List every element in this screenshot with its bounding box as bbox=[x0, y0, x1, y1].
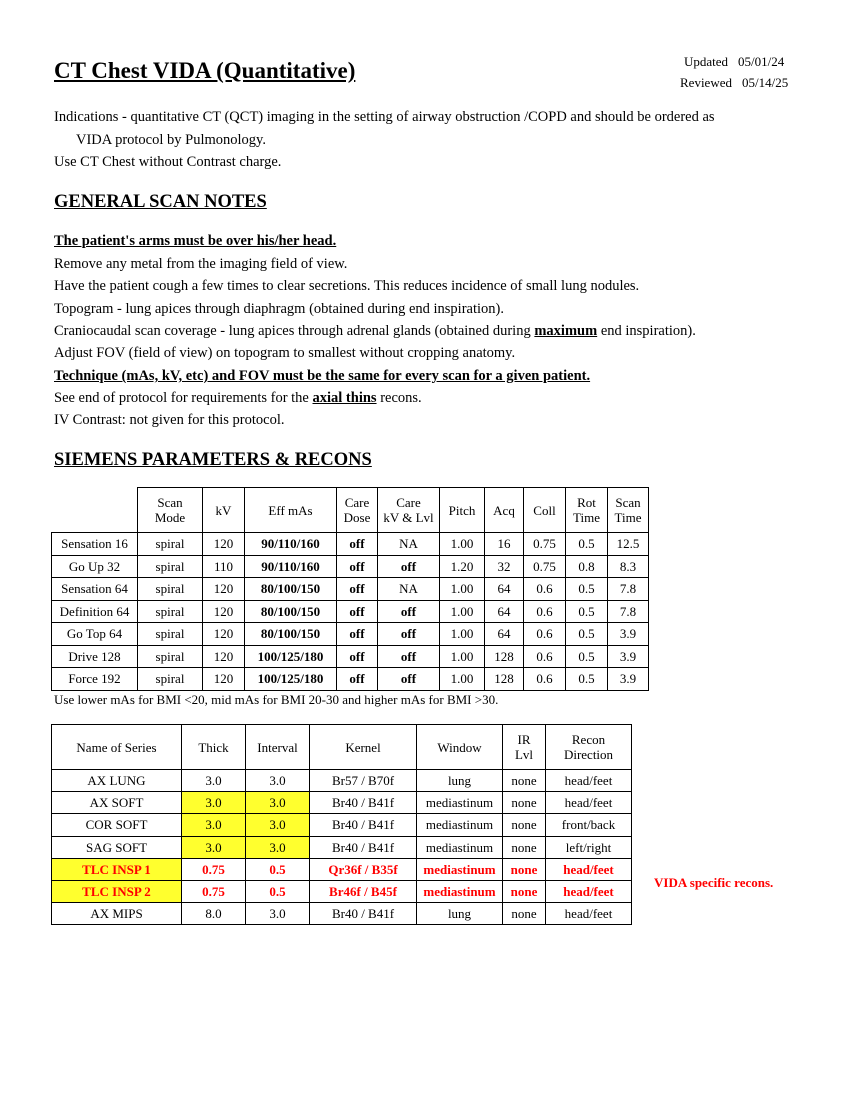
cell-ir: none bbox=[503, 792, 546, 814]
cell-rot: 0.5 bbox=[566, 645, 608, 668]
cell-coll: 0.6 bbox=[524, 600, 566, 623]
scanner-name: Sensation 64 bbox=[52, 578, 138, 601]
cell-mas: 100/125/180 bbox=[245, 668, 337, 691]
col-window: Window bbox=[417, 725, 503, 770]
cell-pitch: 1.00 bbox=[440, 578, 485, 601]
cell-coll: 0.75 bbox=[524, 533, 566, 556]
cell-kv: 120 bbox=[203, 533, 245, 556]
cell-direction: head/feet bbox=[546, 903, 632, 925]
cell-mas: 80/100/150 bbox=[245, 600, 337, 623]
table-row bbox=[52, 668, 649, 691]
series-name: AX SOFT bbox=[52, 792, 182, 814]
table-header-row bbox=[52, 488, 649, 533]
cell-direction: head/feet bbox=[546, 770, 632, 792]
cell-care-dose: off bbox=[337, 668, 378, 691]
series-name: SAG SOFT bbox=[52, 836, 182, 858]
col-interval: Interval bbox=[246, 725, 310, 770]
cell-interval: 3.0 bbox=[246, 792, 310, 814]
vida-specific-note: VIDA specific recons. bbox=[654, 875, 774, 890]
cell-acq: 16 bbox=[485, 533, 524, 556]
siemens-heading: SIEMENS PARAMETERS & RECONS bbox=[54, 450, 372, 470]
axial-text-a: See end of protocol for requirements for the bbox=[54, 390, 313, 406]
metal-note: Remove any metal from the imaging field of view. bbox=[54, 256, 348, 272]
table-row-vida bbox=[52, 858, 632, 880]
col-scan-time: Scan Time bbox=[608, 488, 649, 533]
cell-mas: 100/125/180 bbox=[245, 645, 337, 668]
scanner-name: Definition 64 bbox=[52, 600, 138, 623]
cell-kv: 120 bbox=[203, 578, 245, 601]
cell-window: mediastinum bbox=[417, 836, 503, 858]
cell-direction: front/back bbox=[546, 814, 632, 836]
cell-pitch: 1.00 bbox=[440, 668, 485, 691]
cell-ir: none bbox=[503, 814, 546, 836]
siemens-parameters-table bbox=[51, 487, 649, 691]
table-row bbox=[52, 578, 649, 601]
cell-care-kv: off bbox=[378, 623, 440, 646]
updated-date: 05/01/24 bbox=[738, 54, 785, 69]
col-coll: Coll bbox=[524, 488, 566, 533]
cell-mas: 80/100/150 bbox=[245, 623, 337, 646]
table-row bbox=[52, 814, 632, 836]
col-ir-lvl: IR Lvl bbox=[503, 725, 546, 770]
table-row bbox=[52, 600, 649, 623]
col-eff-mas: Eff mAs bbox=[245, 488, 337, 533]
cell-kernel: Br57 / B70f bbox=[310, 770, 417, 792]
recons-header-row bbox=[52, 725, 632, 770]
cell-pitch: 1.00 bbox=[440, 533, 485, 556]
scanner-name: Go Top 64 bbox=[52, 623, 138, 646]
col-care-kv: Care kV & Lvl bbox=[378, 488, 440, 533]
scanner-name: Force 192 bbox=[52, 668, 138, 691]
cell-coll: 0.6 bbox=[524, 578, 566, 601]
cell-pitch: 1.00 bbox=[440, 645, 485, 668]
table-row-vida bbox=[52, 880, 632, 902]
coverage-emphasis: maximum bbox=[534, 323, 598, 339]
col-care-dose: Care Dose bbox=[337, 488, 378, 533]
cell-acq: 128 bbox=[485, 668, 524, 691]
indications-line: Indications - quantitative CT (QCT) imaging in the setting of airway obstruction /COPD and should be ordered as bbox=[54, 109, 715, 125]
coverage-text-a: Craniocaudal scan coverage - lung apices through adrenal glands (obtained during bbox=[54, 323, 535, 339]
cell-thick: 8.0 bbox=[182, 903, 246, 925]
cell-rot: 0.5 bbox=[566, 623, 608, 646]
cell-window: lung bbox=[417, 903, 503, 925]
series-name: AX LUNG bbox=[52, 770, 182, 792]
scanner-name: Go Up 32 bbox=[52, 555, 138, 578]
cell-interval: 3.0 bbox=[246, 814, 310, 836]
recons-table bbox=[51, 724, 632, 925]
cell-coll: 0.6 bbox=[524, 668, 566, 691]
cell-care-kv: off bbox=[378, 555, 440, 578]
table-row bbox=[52, 903, 632, 925]
cell-care-dose: off bbox=[337, 623, 378, 646]
table-row bbox=[52, 645, 649, 668]
header-blank-cell bbox=[52, 488, 138, 533]
cell-kv: 120 bbox=[203, 645, 245, 668]
cell-acq: 64 bbox=[485, 600, 524, 623]
col-thick: Thick bbox=[182, 725, 246, 770]
col-acq: Acq bbox=[485, 488, 524, 533]
cell-kernel: Br40 / B41f bbox=[310, 814, 417, 836]
cell-care-kv: NA bbox=[378, 578, 440, 601]
cell-care-kv: off bbox=[378, 645, 440, 668]
cell-time: 3.9 bbox=[608, 668, 649, 691]
col-series-name: Name of Series bbox=[52, 725, 182, 770]
cell-mas: 80/100/150 bbox=[245, 578, 337, 601]
cell-pitch: 1.20 bbox=[440, 555, 485, 578]
series-name: TLC INSP 2 bbox=[52, 880, 182, 902]
cell-window: mediastinum bbox=[417, 814, 503, 836]
cell-mode: spiral bbox=[138, 555, 203, 578]
cell-care-kv: off bbox=[378, 600, 440, 623]
cell-kernel: Br40 / B41f bbox=[310, 792, 417, 814]
cell-thick: 3.0 bbox=[182, 836, 246, 858]
cell-kernel: Br46f / B45f bbox=[310, 880, 417, 902]
reviewed-line bbox=[680, 75, 788, 91]
coverage-text-b: end inspiration). bbox=[597, 323, 696, 339]
cell-coll: 0.75 bbox=[524, 555, 566, 578]
coverage-note bbox=[54, 323, 696, 340]
table-row bbox=[52, 770, 632, 792]
cough-note: Have the patient cough a few times to clear secretions. This reduces incidence of small lung nodules. bbox=[54, 278, 640, 294]
cell-kernel: Br40 / B41f bbox=[310, 836, 417, 858]
page-title: CT Chest VIDA (Quantitative) bbox=[54, 58, 356, 83]
cell-thick: 3.0 bbox=[182, 770, 246, 792]
series-name: AX MIPS bbox=[52, 903, 182, 925]
reviewed-label: Reviewed bbox=[680, 75, 732, 90]
cell-time: 7.8 bbox=[608, 578, 649, 601]
col-kernel: Kernel bbox=[310, 725, 417, 770]
cell-mode: spiral bbox=[138, 623, 203, 646]
cell-care-dose: off bbox=[337, 533, 378, 556]
cell-direction: head/feet bbox=[546, 880, 632, 902]
cell-ir: none bbox=[503, 836, 546, 858]
cell-thick: 0.75 bbox=[182, 880, 246, 902]
technique-note: Technique (mAs, kV, etc) and FOV must be the same for every scan for a given patient. bbox=[54, 368, 591, 384]
table-row bbox=[52, 533, 649, 556]
cell-pitch: 1.00 bbox=[440, 623, 485, 646]
cell-window: mediastinum bbox=[417, 792, 503, 814]
cell-ir: none bbox=[503, 858, 546, 880]
general-heading: GENERAL SCAN NOTES bbox=[54, 192, 267, 212]
col-recon-direction: Recon Direction bbox=[546, 725, 632, 770]
cell-coll: 0.6 bbox=[524, 645, 566, 668]
scanner-name: Drive 128 bbox=[52, 645, 138, 668]
table-row bbox=[52, 623, 649, 646]
axial-thins-note bbox=[54, 390, 422, 407]
charge-line: Use CT Chest without Contrast charge. bbox=[54, 154, 282, 170]
table-row bbox=[52, 792, 632, 814]
scanner-name: Sensation 16 bbox=[52, 533, 138, 556]
cell-mas: 90/110/160 bbox=[245, 533, 337, 556]
cell-care-dose: off bbox=[337, 645, 378, 668]
cell-mode: spiral bbox=[138, 668, 203, 691]
cell-rot: 0.5 bbox=[566, 668, 608, 691]
cell-care-dose: off bbox=[337, 600, 378, 623]
table-row bbox=[52, 836, 632, 858]
cell-ir: none bbox=[503, 770, 546, 792]
bmi-note: Use lower mAs for BMI <20, mid mAs for BMI 20-30 and higher mAs for BMI >30. bbox=[54, 692, 499, 707]
col-rot-time: Rot Time bbox=[566, 488, 608, 533]
cell-interval: 3.0 bbox=[246, 903, 310, 925]
cell-time: 12.5 bbox=[608, 533, 649, 556]
axial-emphasis: axial thins bbox=[312, 390, 377, 406]
table-row bbox=[52, 555, 649, 578]
cell-mode: spiral bbox=[138, 645, 203, 668]
col-scan-mode: Scan Mode bbox=[138, 488, 203, 533]
updated-label: Updated bbox=[684, 54, 729, 69]
cell-rot: 0.8 bbox=[566, 555, 608, 578]
cell-interval: 3.0 bbox=[246, 836, 310, 858]
series-name: TLC INSP 1 bbox=[52, 858, 182, 880]
cell-pitch: 1.00 bbox=[440, 600, 485, 623]
cell-care-dose: off bbox=[337, 578, 378, 601]
cell-time: 3.9 bbox=[608, 645, 649, 668]
cell-kv: 120 bbox=[203, 668, 245, 691]
cell-time: 3.9 bbox=[608, 623, 649, 646]
cell-kv: 120 bbox=[203, 600, 245, 623]
reviewed-date: 05/14/25 bbox=[741, 75, 789, 90]
cell-direction: left/right bbox=[546, 836, 632, 858]
cell-acq: 32 bbox=[485, 555, 524, 578]
cell-rot: 0.5 bbox=[566, 578, 608, 601]
cell-coll: 0.6 bbox=[524, 623, 566, 646]
cell-kernel: Qr36f / B35f bbox=[310, 858, 417, 880]
cell-ir: none bbox=[503, 880, 546, 902]
cell-rot: 0.5 bbox=[566, 533, 608, 556]
col-pitch: Pitch bbox=[440, 488, 485, 533]
cell-kv: 110 bbox=[203, 555, 245, 578]
updated-line bbox=[684, 54, 784, 70]
axial-text-b: recons. bbox=[376, 390, 422, 406]
cell-mas: 90/110/160 bbox=[245, 555, 337, 578]
topogram-note: Topogram - lung apices through diaphragm (obtained during end inspiration). bbox=[54, 301, 504, 317]
cell-thick: 3.0 bbox=[182, 792, 246, 814]
cell-window: mediastinum bbox=[417, 858, 503, 880]
cell-acq: 64 bbox=[485, 623, 524, 646]
cell-acq: 64 bbox=[485, 578, 524, 601]
cell-care-kv: NA bbox=[378, 533, 440, 556]
cell-time: 8.3 bbox=[608, 555, 649, 578]
cell-mode: spiral bbox=[138, 600, 203, 623]
cell-thick: 3.0 bbox=[182, 814, 246, 836]
col-kv: kV bbox=[203, 488, 245, 533]
fov-note: Adjust FOV (field of view) on topogram to smallest without cropping anatomy. bbox=[54, 345, 516, 361]
cell-care-kv: off bbox=[378, 668, 440, 691]
cell-direction: head/feet bbox=[546, 858, 632, 880]
iv-contrast-note: IV Contrast: not given for this protocol. bbox=[54, 412, 285, 428]
cell-interval: 0.5 bbox=[246, 880, 310, 902]
cell-kernel: Br40 / B41f bbox=[310, 903, 417, 925]
cell-mode: spiral bbox=[138, 578, 203, 601]
cell-thick: 0.75 bbox=[182, 858, 246, 880]
cell-interval: 0.5 bbox=[246, 858, 310, 880]
cell-acq: 128 bbox=[485, 645, 524, 668]
cell-ir: none bbox=[503, 903, 546, 925]
arms-note: The patient's arms must be over his/her head. bbox=[54, 233, 337, 249]
series-name: COR SOFT bbox=[52, 814, 182, 836]
cell-window: lung bbox=[417, 770, 503, 792]
cell-rot: 0.5 bbox=[566, 600, 608, 623]
cell-kv: 120 bbox=[203, 623, 245, 646]
indications-line-cont: VIDA protocol by Pulmonology. bbox=[76, 132, 266, 148]
cell-interval: 3.0 bbox=[246, 770, 310, 792]
cell-time: 7.8 bbox=[608, 600, 649, 623]
cell-care-dose: off bbox=[337, 555, 378, 578]
cell-window: mediastinum bbox=[417, 880, 503, 902]
cell-mode: spiral bbox=[138, 533, 203, 556]
cell-direction: head/feet bbox=[546, 792, 632, 814]
